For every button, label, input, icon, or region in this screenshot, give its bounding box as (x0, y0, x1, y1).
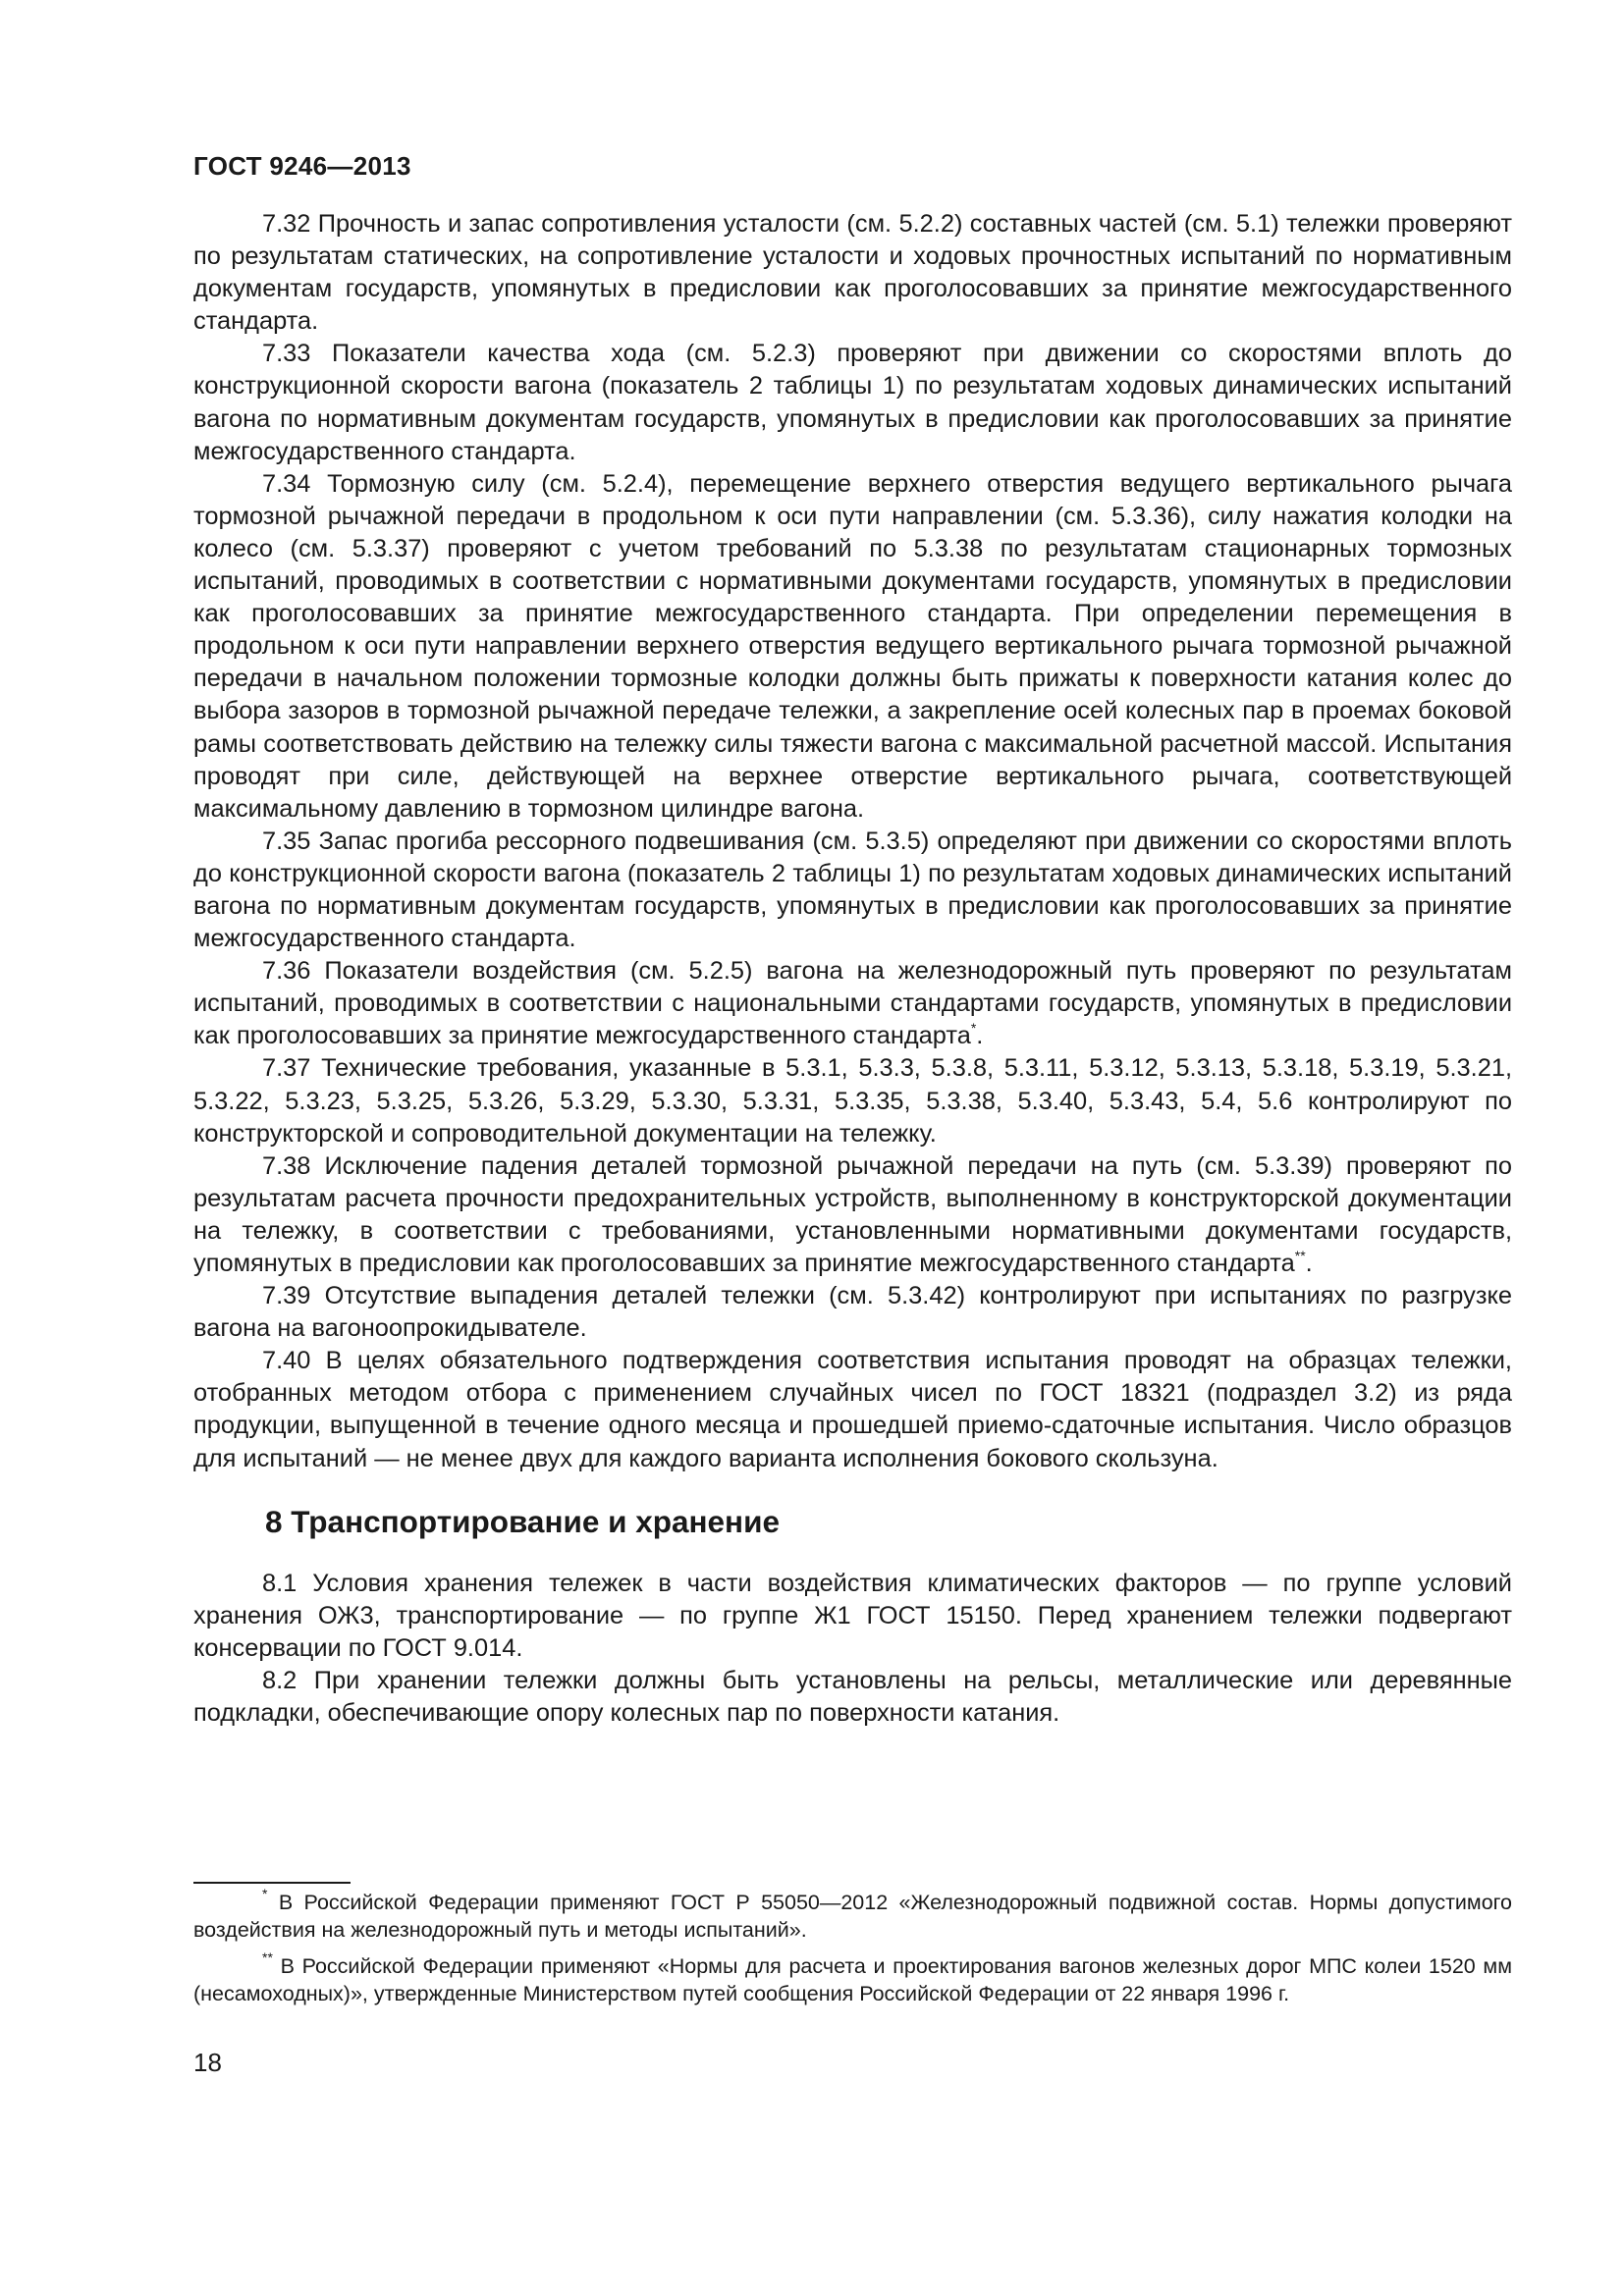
paragraph-7-32: 7.32 Прочность и запас сопротивления усталости (см. 5.2.2) составных частей (см. 5.1) тележки проверяют по результатам статических, на сопротивление усталости и ходовых прочностных испытаний по нормативным документам государств, упомянутых в предисловии как проголосовавших за принятие межгосударственного стандарта. (193, 210, 1512, 336)
page-number: 18 (193, 2048, 222, 2077)
paragraph-7-38-text: 7.38 Исключение падения деталей тормозной рычажной передачи на путь (см. 5.3.39) проверяют по результатам расчета прочности предохранительных устройств, выполненному в конструкторской документации на тележку, в соответствии с требованиями, установленными нормативными документами государств, упомянутых в предисловии как проголосовавших за принятие межгосударственного стандарта (193, 1151, 1512, 1277)
paragraph-7-37: 7.37 Технические требования, указанные в 5.3.1, 5.3.3, 5.3.8, 5.3.11, 5.3.12, 5.3.13, 5.3.18, 5.3.19, 5.3.21, 5.3.22, 5.3.23, 5.3.25, 5.3.26, 5.3.29, 5.3.30, 5.3.31, 5.3.35, 5.3.38, 5.3.40, 5.3.43, 5.4, 5.6 контролируют по конструкторской и сопроводительной документации на тележку. (193, 1054, 1512, 1148)
footnote-2-mark: ** (262, 1949, 273, 1965)
paragraph-8-1: 8.1 Условия хранения тележек в части воздействия климатических факторов — по группе условий хранения ОЖ3, транспортирование — по группе Ж1 ГОСТ 15150. Перед хранением тележки подвергают консервации по ГОСТ 9.014. (193, 1569, 1512, 1662)
footnote-ref-1: * (970, 1020, 977, 1037)
section-8-title: 8 Транспортирование и хранение (265, 1503, 780, 1539)
footnote-ref-2: ** (1294, 1248, 1306, 1263)
paragraph-7-39: 7.39 Отсутствие выпадения деталей тележки (см. 5.3.42) контролируют при испытаниях по разгрузке вагона на вагоноопрокидывателе. (193, 1282, 1512, 1343)
paragraph-7-40: 7.40 В целях обязательного подтверждения соответствия испытания проводят на образцах тележки, отобранных методом отбора с применением случайных чисел по ГОСТ 18321 (подраздел 3.2) из ряда продукции, выпущенной в течение одного месяца и прошедшей приемо-сдаточные испытания. Число образцов для испытаний — не менее двух для каждого варианта исполнения бокового скользуна. (193, 1347, 1512, 1472)
paragraph-7-36 (193, 955, 1512, 1052)
paragraph-7-38-end: . (1305, 1250, 1313, 1277)
document-body (193, 208, 1512, 1730)
paragraph-7-34: 7.34 Тормозную силу (см. 5.2.4), перемещение верхнего отверстия ведущего вертикального рычага тормозной рычажной передачи в продольном к оси пути направлении (см. 5.3.36), силу нажатия колодки на колесо (см. 5.3.37) проверяют с учетом требований по 5.3.38 по результатам стационарных тормозных испытаний, проводимых в соответствии с нормативными документами государств, упомянутых в предисловии как проголосовавших за принятие межгосударственного стандарта. При определении перемещения в продольном к оси пути направлении верхнего отверстия ведущего вертикального рычага тормозной рычажной передачи в начальном положении тормозные колодки должны быть прижаты к поверхности катания колес до выбора зазоров в тормозной рычажной передаче тележки, а закрепление осей колесных пар в проемах боковой рамы соответствовать действию на тележку силы тяжести вагона с максимальной расчетной массой. Испытания проводят при силе, действующей на верхнее отверстие вертикального рычага, соответствующей максимальному давлению в тормозном цилиндре вагона. (193, 469, 1512, 823)
paragraph-7-36-text: 7.36 Показатели воздействия (см. 5.2.5) вагона на железнодорожный путь проверяют по результатам испытаний, проводимых в соответствии с национальными стандартами государств, упомянутых в предисловии как проголосовавших за принятие межгосударственного стандарта (193, 957, 1512, 1050)
footnotes (193, 1886, 1512, 2017)
footnote-divider (193, 1882, 351, 1884)
paragraph-8-2: 8.2 При хранении тележки должны быть установлены на рельсы, металлические или деревянные подкладки, обеспечивающие опору колесных пар по поверхности катания. (193, 1666, 1512, 1728)
paragraph-7-36-end: . (976, 1022, 984, 1050)
paragraph-7-38 (193, 1150, 1512, 1280)
footnote-1-mark: * (262, 1886, 268, 1901)
paragraph-7-33: 7.33 Показатели качества хода (см. 5.2.3) проверяют при движении со скоростями вплоть до конструкционной скорости вагона (показатель 2 таблицы 1) по результатам ходовых динамических испытаний вагона по нормативным документам государств, упомянутых в предисловии как проголосовавших за принятие межгосударственного стандарта. (193, 340, 1512, 465)
paragraph-7-35: 7.35 Запас прогиба рессорного подвешивания (см. 5.3.5) определяют при движении со скоростями вплоть до конструкционной скорости вагона (показатель 2 таблицы 1) по результатам ходовых динамических испытаний вагона по нормативным документам государств, упомянутых в предисловии как проголосовавших за принятие межгосударственного стандарта. (193, 827, 1512, 953)
document-code-header: ГОСТ 9246—2013 (193, 151, 411, 181)
footnote-1 (193, 1886, 1512, 1944)
footnote-1-text: В Российской Федерации применяют ГОСТ Р 55050—2012 «Железнодорожный подвижной состав. Нормы допустимого воздействия на железнодорожный путь и методы испытаний». (193, 1891, 1512, 1942)
footnote-2-text: В Российской Федерации применяют «Нормы для расчета и проектирования вагонов железных дорог МПС колеи 1520 мм (несамоходных)», утвержденные Министерством путей сообщения Российской Федерации от 22 января 1996 г. (193, 1954, 1512, 2005)
footnote-2 (193, 1949, 1512, 2007)
